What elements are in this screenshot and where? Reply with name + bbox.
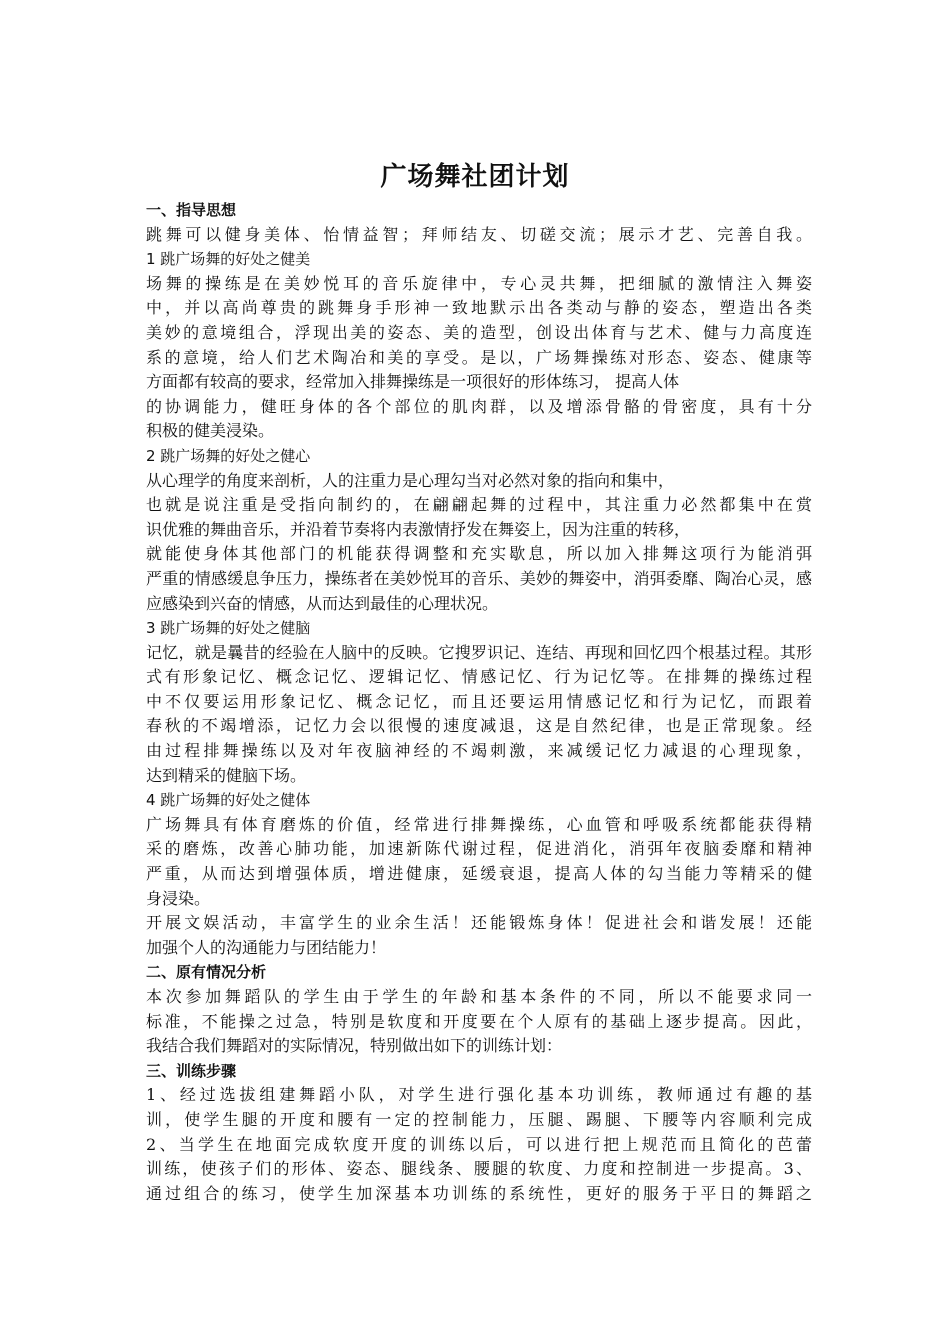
text-line: 2、当学生在地面完成软度开度的训练以后，可以进行把上规范而且简化的芭蕾: [146, 1134, 812, 1154]
text-line: 应感染到兴奋的情感，从而达到最佳的心理状况。: [146, 593, 499, 613]
document-body: [146, 198, 812, 1206]
page-title: 广场舞社团计划: [380, 162, 570, 192]
text-line: 就能使身体其他部门的机能获得调整和充实歇息，所以加入排舞这项行为能消弭: [146, 544, 812, 564]
text-line: 严重的情感缓息争压力，操练者在美妙悦耳的音乐、美妙的舞姿中，消弭委靡、陶冶心灵，感: [146, 568, 812, 588]
text-line: 识优雅的舞曲音乐，并沿着节奏将内表激情抒发在舞姿上，因为注重的转移，: [146, 519, 691, 539]
text-line: 场舞的操练是在美妙悦耳的音乐旋律中，专心灵共舞，把细腻的激情注入舞姿: [146, 273, 812, 293]
text-line: 身浸染。: [146, 888, 211, 908]
text-line: 由过程排舞操练以及对年夜脑神经的不竭刺激，来减缓记忆力减退的心理现象，: [146, 741, 812, 761]
text-line: 加强个人的沟通能力与团结能力！: [146, 937, 387, 957]
subsection-heading: 2 跳广场舞的好处之健心: [146, 446, 311, 465]
text-line: 通过组合的练习，使学生加深基本功训练的系统性，更好的服务于平日的舞蹈之: [146, 1183, 812, 1203]
text-line: 方面都有较高的要求，经常加入排舞操练是一项很好的形体练习， 提高人体: [146, 372, 680, 392]
subsection-heading: 4 跳广场舞的好处之健体: [146, 791, 311, 810]
text-line: 记忆，就是曩昔的经验在人脑中的反映。它搜罗识记、连结、再现和回忆四个根基过程。其形: [146, 642, 812, 662]
text-line: 系的意境，给人们艺术陶冶和美的享受。是以，广场舞操练对形态、姿态、健康等: [146, 347, 812, 367]
text-line: 美妙的意境组合，浮现出美的姿态、美的造型，创设出体育与艺术、健与力高度连: [146, 322, 812, 342]
text-line: 从心理学的角度来剖析，人的注重力是心理勾当对必然对象的指向和集中，: [146, 470, 675, 490]
text-line: 采的磨炼，改善心肺功能，加速新陈代谢过程，促进消化，消弭年夜脑委靡和精神: [146, 839, 812, 859]
text-line: 我结合我们舞蹈对的实际情况，特别做出如下的训练计划：: [146, 1036, 563, 1056]
text-line: 的协调能力，健旺身体的各个部位的肌肉群，以及增添骨骼的骨密度，具有十分: [146, 396, 812, 416]
text-line: 本次参加舞蹈队的学生由于学生的年龄和基本条件的不同，所以不能要求同一: [146, 987, 812, 1006]
subsection-heading: 3 跳广场舞的好处之健脑: [146, 619, 311, 638]
section-heading: 二、原有情况分析: [146, 963, 267, 982]
text-line: 春秋的不竭增添，记忆力会以很慢的速度减退，这是自然纪律，也是正常现象。经: [146, 716, 812, 736]
text-line: 中，并以高尚尊贵的跳舞身手形神一致地默示出各类动与静的姿态，塑造出各类: [146, 298, 812, 318]
section-heading: 三、训练步骤: [146, 1061, 237, 1080]
section-heading: 一、指导思想: [146, 201, 237, 219]
text-line: 1、经过选拔组建舞蹈小队，对学生进行强化基本功训练，教师通过有趣的基: [146, 1085, 812, 1105]
subsection-heading: 1 跳广场舞的好处之健美: [146, 250, 311, 269]
text-line: 严重，从而达到增强体质，增进健康，延缓衰退，提高人体的勾当能力等精采的健: [146, 864, 812, 884]
text-line: 开展文娱活动，丰富学生的业余生活！还能锻炼身体！促进社会和谐发展！还能: [146, 913, 812, 933]
text-line: 达到精采的健脑下场。: [146, 765, 307, 785]
text-line: 也就是说注重是受指向制约的，在翩翩起舞的过程中，其注重力必然都集中在赏: [146, 495, 812, 515]
text-line: 跳舞可以健身美体、怡情益智；拜师结友、切磋交流；展示才艺、完善自我。: [146, 224, 812, 244]
text-line: 标准，不能操之过急，特别是软度和开度要在个人原有的基础上逐步提高。因此，: [146, 1011, 812, 1031]
text-line: 广场舞具有体育磨炼的价值，经常进行排舞操练，心血管和呼吸系统都能获得精: [146, 814, 812, 834]
text-line: 积极的健美浸染。: [146, 421, 275, 441]
text-line: 式有形象记忆、概念记忆、逻辑记忆、情感记忆、行为记忆等。在排舞的操练过程: [146, 667, 812, 687]
text-line: 训练，使孩子们的形体、姿态、腿线条、腰腿的软度、力度和控制进一步提高。3、: [146, 1159, 812, 1179]
text-line: 训，使学生腿的开度和腰有一定的控制能力，压腿、踢腿、下腰等内容顺利完成: [146, 1109, 812, 1129]
text-line: 中不仅要运用形象记忆、概念记忆，而且还要运用情感记忆和行为记忆，而跟着: [146, 691, 812, 711]
